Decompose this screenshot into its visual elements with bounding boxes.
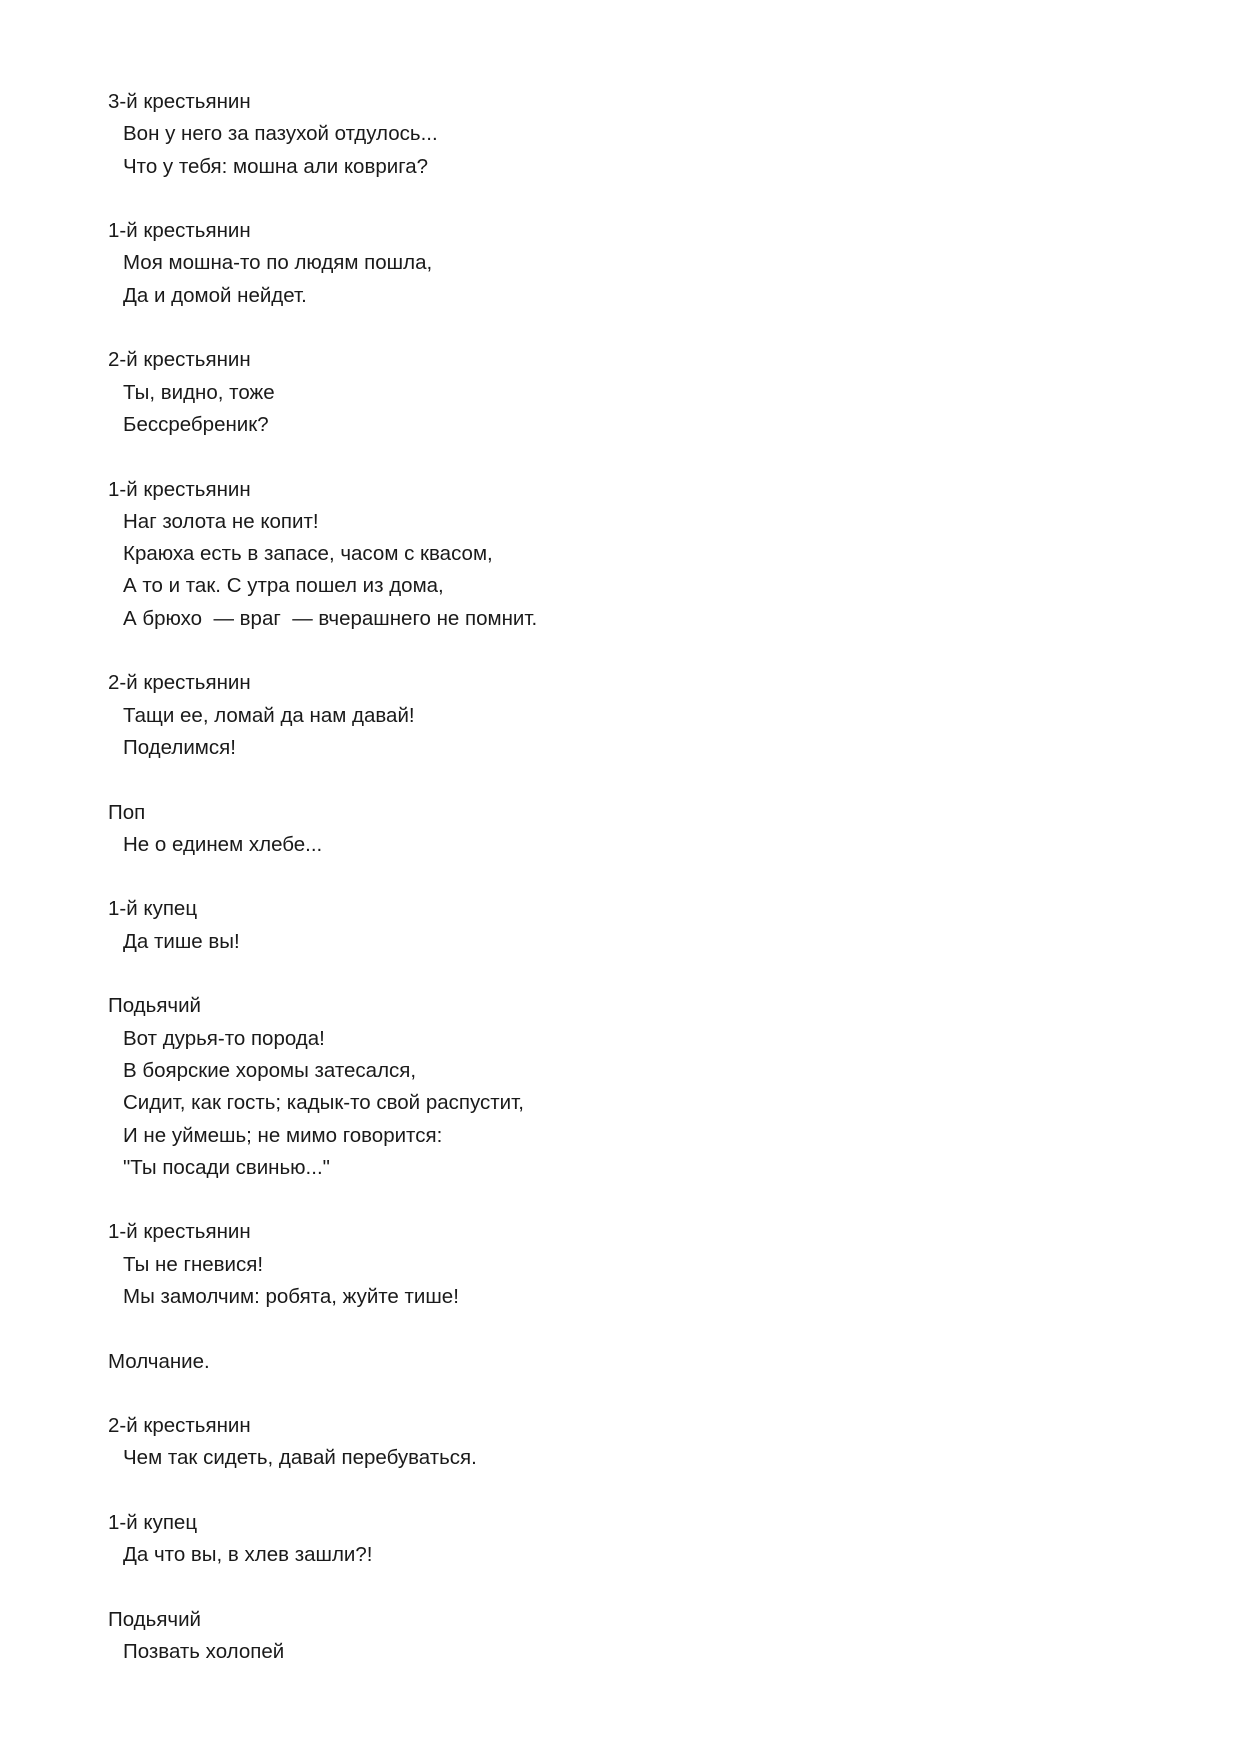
dialogue-line: В боярские хоромы затесался, [123,1058,417,1082]
dialogue-block [108,474,1158,635]
dialogue-line: "Ты посади свинью..." [123,1155,330,1179]
speaker-name: 1-й купец [108,1511,198,1535]
speaker-name: Подьячий [108,994,202,1018]
speaker-name: 3-й крестьянин [108,90,251,113]
dialogue-line: Да что вы, в хлев зашли?! [123,1543,373,1567]
dialogue-block [108,990,1158,1184]
dialogue-line: Наг золота не копит! [123,509,319,533]
stage-direction: Молчание. [108,1349,210,1373]
dialogue-line: Краюха есть в запасе, часом с квасом, [123,542,493,566]
dialogue-line: Да и домой нейдет. [123,283,307,307]
dialogue-block [108,344,1158,441]
dialogue-line: А то и так. С утра пошел из дома, [123,574,444,598]
speaker-name: 1-й крестьянин [108,477,251,501]
dialogue-line: Ты, видно, тоже [123,380,275,404]
dialogue-line: Ты не гневися! [123,1252,264,1276]
dialogue-line: Вон у него за пазухой отдулось... [123,122,438,146]
dialogue-block [108,86,1158,183]
dialogue-block [108,1216,1158,1313]
speaker-name: 2-й крестьянин [108,348,251,372]
dialogue-block [108,893,1158,958]
dialogue-line: Бессребреник? [123,412,269,436]
dialogue-line: Чем так сидеть, давай перебуваться. [123,1446,477,1470]
dialogue-line: Моя мошна-то по людям пошла, [123,251,433,275]
speaker-name: 2-й крестьянин [108,1414,251,1438]
speaker-name: Поп [108,800,146,824]
speaker-name: Подьячий [108,1607,202,1631]
dialogue-line: Вот дурья-то порода! [123,1026,325,1050]
dialogue-block [108,1410,1158,1475]
document-page [108,86,1158,1701]
dialogue-line: Что у тебя: мошна али коврига? [123,154,429,178]
dialogue-block [108,215,1158,312]
speaker-name: 1-й крестьянин [108,1220,251,1244]
speaker-name: 2-й крестьянин [108,671,251,695]
dialogue-line: Позвать холопей [123,1640,285,1664]
dialogue-line: Не о единем хлебе... [123,832,323,856]
dialogue-block [108,1604,1158,1669]
dialogue-block [108,667,1158,764]
dialogue-line: А брюхо — враг — вчерашнего не помнит. [123,606,538,630]
dialogue-line: Поделимся! [123,735,236,759]
dialogue-line: Сидит, как гость; кадык-то свой распустит, [123,1091,524,1115]
stage-direction-block [108,1346,1158,1378]
dialogue-line: Мы замолчим: робята, жуйте тише! [123,1284,459,1308]
dialogue-block [108,797,1158,862]
dialogue-block [108,1507,1158,1572]
dialogue-line: И не уймешь; не мимо говорится: [123,1123,443,1147]
speaker-name: 1-й купец [108,897,198,921]
dialogue-line: Да тише вы! [123,929,240,953]
speaker-name: 1-й крестьянин [108,219,251,243]
dialogue-line: Тащи ее, ломай да нам давай! [123,703,415,727]
